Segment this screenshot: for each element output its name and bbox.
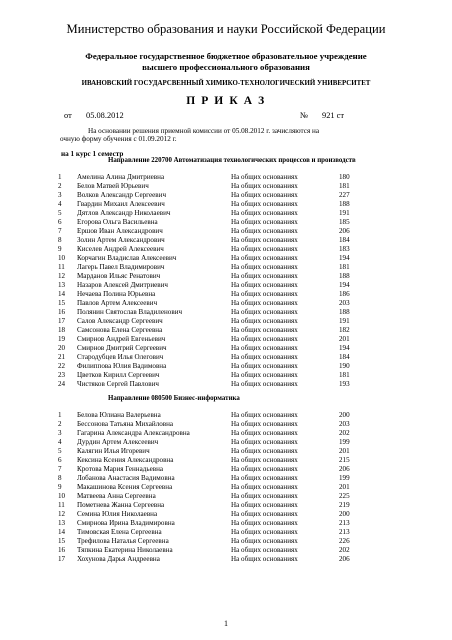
admission-basis: На общих основаниях [231,474,298,482]
student-row [0,218,452,227]
student-name: Белов Матвей Юрьевич [77,182,149,190]
student-name: Смирнов Дмитрий Сергеевич [77,344,167,352]
row-number: 23 [58,371,66,379]
student-name: Гвардин Михаил Алексеевич [77,200,165,208]
exam-score: 194 [339,281,350,289]
university-name: ИВАНОВСКИЙ ГОСУДАРСВЕННЫЙ ХИМИКО-ТЕХНОЛОГИЧЕСКИЙ УНИВЕРСИТЕТ [81,80,371,87]
date-prefix: от [64,111,72,120]
student-row [0,227,452,236]
institution-line-2: Федеральное государственное бюджетное образовательное учреждение [85,51,367,61]
page-number: 1 [224,619,228,628]
student-row [0,326,452,335]
exam-score: 200 [339,510,350,518]
row-number: 9 [58,483,62,491]
row-number: 24 [58,380,66,388]
student-row [0,362,452,371]
row-number: 14 [58,528,66,536]
student-row [0,191,452,200]
admission-basis: На общих основаниях [231,492,298,500]
exam-score: 184 [339,236,350,244]
row-number: 8 [58,236,62,244]
exam-score: 201 [339,483,350,491]
student-name: Филиппова Юлия Вадимовна [77,362,167,370]
student-name: Стародубцев Илья Олегович [77,353,164,361]
admission-basis: На общих основаниях [231,465,298,473]
student-name: Назаров Алексей Дмитриевич [77,281,168,289]
student-row [0,537,452,546]
row-number: 2 [58,182,62,190]
exam-score: 181 [339,182,350,190]
student-row [0,380,452,389]
student-row [0,299,452,308]
exam-score: 206 [339,465,350,473]
student-name: Полянин Святослав Владиленович [77,308,183,316]
row-number: 6 [58,218,62,226]
exam-score: 199 [339,438,350,446]
student-name: Смирнова Ирина Владимировна [77,519,175,527]
student-row [0,272,452,281]
row-number: 8 [58,474,62,482]
admission-basis: На общих основаниях [231,438,298,446]
student-row [0,420,452,429]
student-row [0,483,452,492]
admission-note-line-1: На основании решения приемной комиссии от 05.08.2012 г. зачисляются на [88,127,320,135]
student-name: Бессонова Татьяна Михайловна [77,420,174,428]
student-name: Семина Юлия Николаевна [77,510,158,518]
student-name: Амелина Алина Дмитриевна [77,173,165,181]
student-name: Егорова Ольга Васильевна [77,218,158,226]
exam-score: 213 [339,528,350,536]
row-number: 14 [58,290,66,298]
row-number: 3 [58,429,62,437]
admission-basis: На общих основаниях [231,326,298,334]
student-name: Пометнева Жанна Сергеевна [77,501,165,509]
student-row [0,492,452,501]
student-name: Нечаева Полина Юрьевна [77,290,156,298]
admission-basis: На общих основаниях [231,429,298,437]
row-number: 21 [58,353,66,361]
exam-score: 191 [339,317,350,325]
admission-basis: На общих основаниях [231,254,298,262]
admission-basis: На общих основаниях [231,501,298,509]
exam-score: 188 [339,272,350,280]
row-number: 5 [58,209,62,217]
student-row [0,411,452,420]
row-number: 11 [58,501,65,509]
exam-score: 201 [339,447,350,455]
student-name: Золин Артем Александрович [77,236,165,244]
exam-score: 182 [339,326,350,334]
admission-basis: На общих основаниях [231,173,298,181]
direction-heading: Направление 220700 Автоматизация технологических процессов и производств [108,157,356,164]
row-number: 9 [58,245,62,253]
student-row [0,501,452,510]
admission-basis: На общих основаниях [231,218,298,226]
row-number: 15 [58,537,66,545]
row-number: 4 [58,200,62,208]
student-row [0,236,452,245]
student-name: Корчагин Владислав Алексеевич [77,254,177,262]
row-number: 17 [58,555,66,563]
exam-score: 181 [339,263,350,271]
student-row [0,456,452,465]
admission-basis: На общих основаниях [231,308,298,316]
admission-basis: На общих основаниях [231,290,298,298]
order-number-prefix: № [300,111,308,120]
row-number: 1 [58,411,62,419]
admission-basis: На общих основаниях [231,411,298,419]
row-number: 19 [58,335,66,343]
student-name: Калягин Илья Игоревич [77,447,150,455]
student-row [0,438,452,447]
admission-basis: На общих основаниях [231,245,298,253]
student-name: Цветков Кирилл Сергеевич [77,371,160,379]
order-title: П Р И К А З [186,95,266,107]
student-name: Кротова Мария Геннадьевна [77,465,164,473]
student-name: Белова Юлиана Валерьевна [77,411,161,419]
exam-score: 213 [339,519,350,527]
student-row [0,447,452,456]
row-number: 10 [58,254,66,262]
student-name: Салов Александр Сергеевич [77,317,163,325]
student-row [0,254,452,263]
row-number: 10 [58,492,66,500]
institution-line-3: высшего профессионального образования [142,62,310,72]
exam-score: 188 [339,308,350,316]
admission-basis: На общих основаниях [231,200,298,208]
student-name: Дурдин Артем Алексеевич [77,438,159,446]
row-number: 5 [58,447,62,455]
exam-score: 206 [339,227,350,235]
student-row [0,344,452,353]
student-row [0,528,452,537]
course-semester: на 1 курс 1 семестр [61,150,124,158]
student-row [0,546,452,555]
admission-basis: На общих основаниях [231,281,298,289]
admission-basis: На общих основаниях [231,528,298,536]
student-name: Чистяков Сергей Павлович [77,380,159,388]
admission-basis: На общих основаниях [231,447,298,455]
row-number: 15 [58,299,66,307]
student-name: Марданов Ильяс Ренатович [77,272,161,280]
admission-basis: На общих основаниях [231,263,298,271]
student-name: Макашинова Ксения Сергеевна [77,483,173,491]
row-number: 17 [58,317,66,325]
exam-score: 181 [339,371,350,379]
admission-basis: На общих основаниях [231,209,298,217]
exam-score: 227 [339,191,350,199]
exam-score: 183 [339,245,350,253]
student-name: Лобанова Анастасия Вадимовна [77,474,175,482]
exam-score: 202 [339,429,350,437]
order-date: 05.08.2012 [86,111,124,120]
student-row [0,263,452,272]
student-name: Хохунова Дарья Андреевна [77,555,160,563]
admission-basis: На общих основаниях [231,317,298,325]
admission-note-line-2: очную форму обучения с 01.09.2012 г. [60,135,177,143]
exam-score: 219 [339,501,350,509]
student-row [0,429,452,438]
row-number: 7 [58,465,62,473]
exam-score: 190 [339,362,350,370]
exam-score: 215 [339,456,350,464]
student-name: Волков Александр Сергеевич [77,191,167,199]
student-row [0,353,452,362]
admission-basis: На общих основаниях [231,362,298,370]
admission-basis: На общих основаниях [231,227,298,235]
row-number: 11 [58,263,65,271]
student-name: Киселев Андрей Алексеевич [77,245,164,253]
admission-basis: На общих основаниях [231,182,298,190]
admission-basis: На общих основаниях [231,546,298,554]
row-number: 6 [58,456,62,464]
student-row [0,290,452,299]
student-row [0,317,452,326]
student-name: Ершов Иван Александрович [77,227,163,235]
admission-basis: На общих основаниях [231,519,298,527]
admission-basis: На общих основаниях [231,236,298,244]
row-number: 3 [58,191,62,199]
student-row [0,510,452,519]
admission-basis: На общих основаниях [231,483,298,491]
admission-basis: На общих основаниях [231,371,298,379]
admission-basis: На общих основаниях [231,335,298,343]
exam-score: 200 [339,411,350,419]
row-number: 4 [58,438,62,446]
exam-score: 194 [339,344,350,352]
student-row [0,519,452,528]
exam-score: 194 [339,254,350,262]
exam-score: 226 [339,537,350,545]
ministry-title: Министерство образования и науки Российской Федерации [66,22,386,36]
admission-basis: На общих основаниях [231,344,298,352]
student-name: Смирнов Андрей Евгеньевич [77,335,166,343]
admission-basis: На общих основаниях [231,510,298,518]
student-row [0,281,452,290]
row-number: 16 [58,546,66,554]
admission-basis: На общих основаниях [231,380,298,388]
admission-basis: На общих основаниях [231,555,298,563]
exam-score: 201 [339,335,350,343]
student-name: Павлов Артем Алексеевич [77,299,158,307]
row-number: 13 [58,519,66,527]
student-name: Кексина Ксения Александровна [77,456,174,464]
exam-score: 185 [339,218,350,226]
student-name: Тяпкина Екатерина Николаевна [77,546,173,554]
student-name: Трефилова Наталья Сергеевна [77,537,169,545]
exam-score: 206 [339,555,350,563]
exam-score: 186 [339,290,350,298]
exam-score: 191 [339,209,350,217]
row-number: 18 [58,326,66,334]
exam-score: 225 [339,492,350,500]
admission-basis: На общих основаниях [231,420,298,428]
student-name: Самсонова Елена Сергеевна [77,326,163,334]
admission-basis: На общих основаниях [231,299,298,307]
student-row [0,173,452,182]
exam-score: 180 [339,173,350,181]
admission-basis: На общих основаниях [231,456,298,464]
exam-score: 199 [339,474,350,482]
order-date-line [64,111,72,120]
exam-score: 203 [339,299,350,307]
row-number: 20 [58,344,66,352]
student-row [0,555,452,564]
row-number: 2 [58,420,62,428]
row-number: 16 [58,308,66,316]
student-row [0,335,452,344]
student-row [0,182,452,191]
student-row [0,209,452,218]
exam-score: 193 [339,380,350,388]
row-number: 12 [58,510,66,518]
exam-score: 184 [339,353,350,361]
student-row [0,474,452,483]
student-name: Тимовская Елена Сергеевна [77,528,162,536]
student-row [0,371,452,380]
student-row [0,200,452,209]
row-number: 12 [58,272,66,280]
direction-heading: Направление 080500 Бизнес-информатика [108,395,240,402]
exam-score: 203 [339,420,350,428]
row-number: 1 [58,173,62,181]
row-number: 22 [58,362,66,370]
admission-basis: На общих основаниях [231,537,298,545]
exam-score: 202 [339,546,350,554]
admission-basis: На общих основаниях [231,191,298,199]
admission-basis: На общих основаниях [231,353,298,361]
admission-basis: На общих основаниях [231,272,298,280]
student-name: Лагерь Павел Владимирович [77,263,165,271]
row-number: 7 [58,227,62,235]
student-name: Гагарина Александра Александровна [77,429,190,437]
student-row [0,465,452,474]
row-number: 13 [58,281,66,289]
order-number: 921 ст [322,111,345,120]
student-name: Матвеева Анна Сергеевна [77,492,156,500]
student-row [0,308,452,317]
student-name: Дятлов Александр Николаевич [77,209,171,217]
exam-score: 188 [339,200,350,208]
student-row [0,245,452,254]
